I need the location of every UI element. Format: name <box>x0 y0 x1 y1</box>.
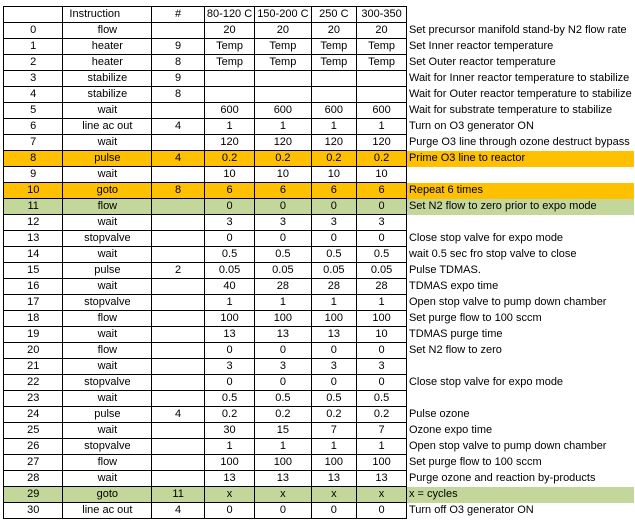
note-cell: wait 0.5 sec fro stop valve to close <box>408 248 577 260</box>
temp-300-350-cell: 0 <box>357 231 407 247</box>
header-step <box>4 7 63 23</box>
temp-150-200-cell: 0 <box>255 375 311 391</box>
table-row <box>4 423 635 439</box>
temp-250-cell: Temp <box>311 39 357 55</box>
temp-80-120-cell: 1 <box>204 119 254 135</box>
temp-300-350-cell: 0.5 <box>357 391 407 407</box>
instruction-cell: line ac out <box>63 119 152 135</box>
step-cell: 10 <box>4 183 63 199</box>
step-cell: 19 <box>4 327 63 343</box>
param-cell <box>152 391 205 407</box>
table-row <box>4 311 635 327</box>
param-cell: 4 <box>152 151 205 167</box>
temp-150-200-cell: 0 <box>255 343 311 359</box>
note-cell: Prime O3 line to reactor <box>406 151 634 167</box>
table-row <box>4 503 635 519</box>
temp-80-120-cell: 0.05 <box>204 263 254 279</box>
temp-250-cell: 0.5 <box>311 247 357 263</box>
temp-150-200-cell: 3 <box>255 215 311 231</box>
temp-150-200-cell: Temp <box>255 55 311 71</box>
note-cell: Wait for substrate temperature to stabilize <box>408 104 613 116</box>
temp-300-350-cell: 0.2 <box>357 151 407 167</box>
table-row <box>4 439 635 455</box>
note-cell: Turn off O3 generator ON <box>408 504 534 516</box>
step-cell: 24 <box>4 407 63 423</box>
temp-150-200-cell: 10 <box>255 167 311 183</box>
temp-150-200-cell: 0 <box>255 199 311 215</box>
note-cell: Ozone expo time <box>408 424 493 436</box>
instruction-cell: wait <box>63 135 152 151</box>
table-row <box>4 327 635 343</box>
instruction-cell: flow <box>63 23 152 39</box>
temp-300-350-cell: 100 <box>357 455 407 471</box>
step-cell: 4 <box>4 87 63 103</box>
table-row <box>4 279 635 295</box>
instruction-cell: line ac out <box>63 503 152 519</box>
temp-80-120-cell: 13 <box>204 327 254 343</box>
temp-80-120-cell: 40 <box>204 279 254 295</box>
temp-250-cell: 0 <box>311 231 357 247</box>
param-cell: 9 <box>152 71 205 87</box>
temp-150-200-cell: 1 <box>255 119 311 135</box>
note-cell: Set Outer reactor temperature <box>408 56 556 68</box>
temp-150-200-cell: 0.2 <box>255 407 311 423</box>
temp-300-350-cell: 28 <box>357 279 407 295</box>
step-cell: 17 <box>4 295 63 311</box>
temp-250-cell: x <box>311 487 357 503</box>
temp-300-350-cell: 0.05 <box>357 263 407 279</box>
instruction-cell: flow <box>63 199 152 215</box>
temp-80-120-cell: 0 <box>204 503 254 519</box>
table-row <box>4 391 635 407</box>
temp-300-350-cell: 0 <box>357 503 407 519</box>
param-cell: 8 <box>152 55 205 71</box>
table-row <box>4 231 635 247</box>
instruction-cell: wait <box>63 215 152 231</box>
table-row <box>4 55 635 71</box>
temp-80-120-cell: 0.2 <box>204 151 254 167</box>
note-cell: Purge ozone and reaction by-products <box>408 472 596 484</box>
temp-300-350-cell: x <box>357 487 407 503</box>
instruction-cell: goto <box>63 487 152 503</box>
table-row <box>4 407 635 423</box>
temp-80-120-cell: 1 <box>204 295 254 311</box>
instruction-cell: stopvalve <box>63 375 152 391</box>
instruction-cell: flow <box>63 343 152 359</box>
step-cell: 29 <box>4 487 63 503</box>
instruction-cell: wait <box>63 391 152 407</box>
param-cell <box>152 247 205 263</box>
temp-150-200-cell: 120 <box>255 135 311 151</box>
step-cell: 16 <box>4 279 63 295</box>
header-temp-80-120: 80-120 C <box>204 7 254 23</box>
table-row <box>4 215 635 231</box>
note-cell: Purge O3 line through ozone destruct bypass <box>408 136 630 148</box>
temp-80-120-cell <box>204 87 254 103</box>
temp-250-cell: 13 <box>311 327 357 343</box>
temp-250-cell: 1 <box>311 119 357 135</box>
table-row <box>4 455 635 471</box>
param-cell: 4 <box>152 119 205 135</box>
instruction-cell: goto <box>63 183 152 199</box>
param-cell <box>152 423 205 439</box>
temp-150-200-cell: 0 <box>255 503 311 519</box>
table-row <box>4 247 635 263</box>
temp-150-200-cell: 100 <box>255 311 311 327</box>
temp-150-200-cell: 100 <box>255 455 311 471</box>
temp-250-cell: 0.2 <box>311 151 357 167</box>
instruction-cell: pulse <box>63 407 152 423</box>
temp-300-350-cell: 0 <box>357 199 407 215</box>
temp-300-350-cell: 1 <box>357 295 407 311</box>
table-row <box>4 103 635 119</box>
temp-250-cell: 120 <box>311 135 357 151</box>
note-cell: Wait for Inner reactor temperature to stabilize <box>408 72 630 84</box>
instruction-cell: heater <box>63 39 152 55</box>
temp-150-200-cell: 3 <box>255 359 311 375</box>
note-cell: Turn on O3 generator ON <box>408 120 534 132</box>
instruction-cell: pulse <box>63 263 152 279</box>
note-cell: Close stop valve for expo mode <box>408 376 564 388</box>
instruction-cell: wait <box>63 103 152 119</box>
temp-300-350-cell: 1 <box>357 119 407 135</box>
temp-300-350-cell: 13 <box>357 471 407 487</box>
temp-300-350-cell: 6 <box>357 183 407 199</box>
temp-80-120-cell: Temp <box>204 55 254 71</box>
temp-250-cell: 0.5 <box>311 391 357 407</box>
temp-150-200-cell: 0.5 <box>255 391 311 407</box>
temp-150-200-cell: Temp <box>255 39 311 55</box>
temp-300-350-cell <box>357 71 407 87</box>
temp-80-120-cell: 10 <box>204 167 254 183</box>
note-cell <box>406 215 634 231</box>
temp-80-120-cell: 100 <box>204 311 254 327</box>
temp-150-200-cell: 1 <box>255 439 311 455</box>
temp-80-120-cell: 600 <box>204 103 254 119</box>
param-cell <box>152 279 205 295</box>
temp-80-120-cell: 120 <box>204 135 254 151</box>
temp-150-200-cell: 6 <box>255 183 311 199</box>
table-row <box>4 167 635 183</box>
instruction-cell: heater <box>63 55 152 71</box>
temp-300-350-cell: Temp <box>357 39 407 55</box>
temp-250-cell: 100 <box>311 455 357 471</box>
step-cell: 18 <box>4 311 63 327</box>
temp-250-cell: 10 <box>311 167 357 183</box>
temp-300-350-cell: 0.5 <box>357 247 407 263</box>
header-temp-250: 250 C <box>311 7 357 23</box>
table-row <box>4 199 635 215</box>
step-cell: 11 <box>4 199 63 215</box>
step-cell: 7 <box>4 135 63 151</box>
temp-80-120-cell: 1 <box>204 439 254 455</box>
temp-150-200-cell <box>255 87 311 103</box>
note-cell: Wait for Outer reactor temperature to stabilize <box>408 88 632 100</box>
note-cell: Open stop valve to pump down chamber <box>408 296 607 308</box>
temp-250-cell: 3 <box>311 359 357 375</box>
temp-80-120-cell: 100 <box>204 455 254 471</box>
temp-80-120-cell: 0 <box>204 375 254 391</box>
temp-250-cell: Temp <box>311 55 357 71</box>
temp-80-120-cell: 0 <box>204 343 254 359</box>
temp-300-350-cell: 10 <box>357 167 407 183</box>
step-cell: 30 <box>4 503 63 519</box>
temp-80-120-cell: 3 <box>204 215 254 231</box>
param-cell <box>152 199 205 215</box>
temp-80-120-cell: x <box>204 487 254 503</box>
temp-80-120-cell: 0 <box>204 231 254 247</box>
step-cell: 8 <box>4 151 63 167</box>
temp-300-350-cell: 20 <box>357 23 407 39</box>
step-cell: 15 <box>4 263 63 279</box>
instruction-cell: wait <box>63 359 152 375</box>
temp-250-cell: 13 <box>311 471 357 487</box>
step-cell: 1 <box>4 39 63 55</box>
table-row <box>4 471 635 487</box>
note-cell <box>406 359 634 375</box>
temp-250-cell <box>311 71 357 87</box>
instruction-cell: wait <box>63 247 152 263</box>
table-row <box>4 487 635 503</box>
temp-250-cell: 0.05 <box>311 263 357 279</box>
temp-250-cell: 6 <box>311 183 357 199</box>
param-cell <box>152 311 205 327</box>
temp-300-350-cell: 100 <box>357 311 407 327</box>
param-cell: 8 <box>152 87 205 103</box>
note-cell <box>406 167 634 183</box>
table-row <box>4 183 635 199</box>
recipe-table <box>3 6 635 519</box>
temp-150-200-cell: 15 <box>255 423 311 439</box>
temp-250-cell: 1 <box>311 295 357 311</box>
temp-150-200-cell: 20 <box>255 23 311 39</box>
note-cell: Pulse TDMAS. <box>408 264 481 276</box>
instruction-cell: flow <box>63 311 152 327</box>
table-row <box>4 135 635 151</box>
temp-250-cell: 7 <box>311 423 357 439</box>
param-cell <box>152 439 205 455</box>
note-cell <box>406 391 634 407</box>
temp-300-350-cell: 600 <box>357 103 407 119</box>
temp-300-350-cell: 0 <box>357 343 407 359</box>
note-cell: Set precursor manifold stand-by N2 flow rate <box>408 24 627 36</box>
temp-80-120-cell: 13 <box>204 471 254 487</box>
param-cell <box>152 455 205 471</box>
temp-300-350-cell: 3 <box>357 215 407 231</box>
table-row <box>4 295 635 311</box>
param-cell <box>152 23 205 39</box>
param-cell: 4 <box>152 503 205 519</box>
note-cell: Set purge flow to 100 sccm <box>408 312 542 324</box>
step-cell: 6 <box>4 119 63 135</box>
step-cell: 9 <box>4 167 63 183</box>
step-cell: 25 <box>4 423 63 439</box>
temp-150-200-cell: x <box>255 487 311 503</box>
table-row <box>4 375 635 391</box>
temp-300-350-cell: Temp <box>357 55 407 71</box>
temp-300-350-cell: 0 <box>357 375 407 391</box>
param-cell <box>152 167 205 183</box>
param-cell: 8 <box>152 183 205 199</box>
step-cell: 26 <box>4 439 63 455</box>
temp-80-120-cell: 30 <box>204 423 254 439</box>
param-cell: 4 <box>152 407 205 423</box>
temp-80-120-cell: 0.2 <box>204 407 254 423</box>
temp-150-200-cell: 13 <box>255 327 311 343</box>
instruction-cell: wait <box>63 327 152 343</box>
param-cell: 9 <box>152 39 205 55</box>
step-cell: 2 <box>4 55 63 71</box>
step-cell: 14 <box>4 247 63 263</box>
step-cell: 0 <box>4 23 63 39</box>
table-row <box>4 343 635 359</box>
param-cell <box>152 135 205 151</box>
temp-80-120-cell: 0.5 <box>204 247 254 263</box>
step-cell: 20 <box>4 343 63 359</box>
temp-250-cell: 0.2 <box>311 407 357 423</box>
temp-250-cell: 100 <box>311 311 357 327</box>
step-cell: 12 <box>4 215 63 231</box>
param-cell <box>152 103 205 119</box>
temp-80-120-cell: 6 <box>204 183 254 199</box>
note-cell: Repeat 6 times <box>406 183 634 199</box>
table-row <box>4 23 635 39</box>
temp-80-120-cell <box>204 71 254 87</box>
temp-150-200-cell: 600 <box>255 103 311 119</box>
note-cell: Set N2 flow to zero prior to expo mode <box>406 199 634 215</box>
note-cell: Set N2 flow to zero <box>408 344 502 356</box>
temp-80-120-cell: 20 <box>204 23 254 39</box>
note-cell: Close stop valve for expo mode <box>408 232 564 244</box>
header-temp-300-350: 300-350 <box>357 7 407 23</box>
temp-150-200-cell: 1 <box>255 295 311 311</box>
note-cell: Open stop valve to pump down chamber <box>408 440 607 452</box>
instruction-cell: wait <box>63 279 152 295</box>
temp-250-cell: 28 <box>311 279 357 295</box>
temp-250-cell: 0 <box>311 375 357 391</box>
table-row <box>4 263 635 279</box>
table-row <box>4 119 635 135</box>
temp-250-cell: 1 <box>311 439 357 455</box>
instruction-cell: wait <box>63 423 152 439</box>
temp-80-120-cell: Temp <box>204 39 254 55</box>
table-row <box>4 151 635 167</box>
temp-300-350-cell <box>357 87 407 103</box>
param-cell <box>152 215 205 231</box>
note-cell: Set purge flow to 100 sccm <box>408 456 542 468</box>
temp-150-200-cell: 0.2 <box>255 151 311 167</box>
temp-300-350-cell: 3 <box>357 359 407 375</box>
temp-150-200-cell: 0.5 <box>255 247 311 263</box>
temp-150-200-cell: 0.05 <box>255 263 311 279</box>
temp-150-200-cell <box>255 71 311 87</box>
note-cell: Pulse ozone <box>408 408 470 420</box>
step-cell: 22 <box>4 375 63 391</box>
header-instruction: Instruction <box>63 7 152 23</box>
param-cell <box>152 359 205 375</box>
instruction-cell: stopvalve <box>63 295 152 311</box>
step-cell: 13 <box>4 231 63 247</box>
temp-300-350-cell: 1 <box>357 439 407 455</box>
instruction-cell: stabilize <box>63 87 152 103</box>
note-cell: TDMAS purge time <box>408 328 503 340</box>
temp-300-350-cell: 0.2 <box>357 407 407 423</box>
instruction-cell: stabilize <box>63 71 152 87</box>
temp-250-cell: 0 <box>311 343 357 359</box>
step-cell: 5 <box>4 103 63 119</box>
instruction-cell: pulse <box>63 151 152 167</box>
temp-250-cell: 0 <box>311 199 357 215</box>
note-cell: TDMAS expo time <box>408 280 499 292</box>
step-cell: 23 <box>4 391 63 407</box>
note-cell: Set Inner reactor temperature <box>408 40 554 52</box>
table-row <box>4 71 635 87</box>
temp-300-350-cell: 7 <box>357 423 407 439</box>
note-cell: x = cycles <box>406 487 634 503</box>
temp-80-120-cell: 0 <box>204 199 254 215</box>
temp-250-cell: 20 <box>311 23 357 39</box>
table-row <box>4 39 635 55</box>
step-cell: 28 <box>4 471 63 487</box>
instruction-cell: stopvalve <box>63 231 152 247</box>
header-param: # <box>152 7 205 23</box>
temp-150-200-cell: 0 <box>255 231 311 247</box>
header-row <box>4 7 635 23</box>
temp-250-cell: 600 <box>311 103 357 119</box>
temp-250-cell <box>311 87 357 103</box>
param-cell <box>152 471 205 487</box>
temp-250-cell: 0 <box>311 503 357 519</box>
param-cell <box>152 295 205 311</box>
instruction-cell: flow <box>63 455 152 471</box>
step-cell: 3 <box>4 71 63 87</box>
step-cell: 21 <box>4 359 63 375</box>
param-cell <box>152 375 205 391</box>
param-cell <box>152 231 205 247</box>
temp-150-200-cell: 28 <box>255 279 311 295</box>
temp-300-350-cell: 10 <box>357 327 407 343</box>
temp-80-120-cell: 3 <box>204 359 254 375</box>
param-cell <box>152 343 205 359</box>
header-note <box>406 7 634 23</box>
param-cell <box>152 327 205 343</box>
instruction-cell: wait <box>63 167 152 183</box>
temp-300-350-cell: 120 <box>357 135 407 151</box>
header-temp-150-200: 150-200 C <box>255 7 311 23</box>
step-cell: 27 <box>4 455 63 471</box>
temp-80-120-cell: 0.5 <box>204 391 254 407</box>
param-cell: 11 <box>152 487 205 503</box>
instruction-cell: wait <box>63 471 152 487</box>
table-row <box>4 87 635 103</box>
table-row <box>4 359 635 375</box>
temp-150-200-cell: 13 <box>255 471 311 487</box>
temp-250-cell: 3 <box>311 215 357 231</box>
param-cell: 2 <box>152 263 205 279</box>
instruction-cell: stopvalve <box>63 439 152 455</box>
